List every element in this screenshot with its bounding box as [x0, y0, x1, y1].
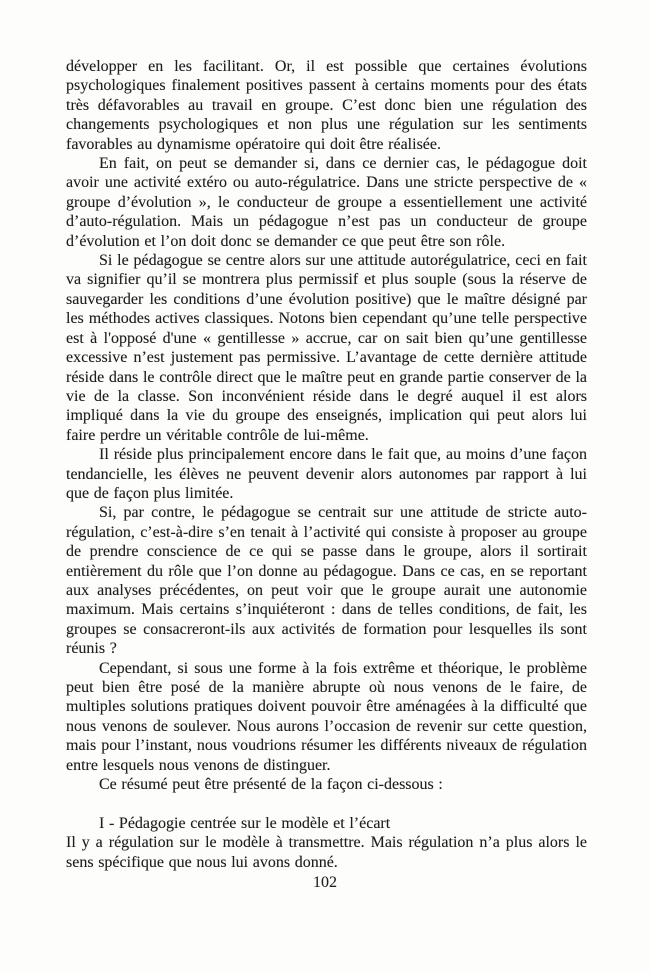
paragraph: Si, par contre, le pédagogue se centrait sur une attitude de stricte auto-régulation, c’est-à-dire s’en tenait à l’activité qui consiste à proposer au groupe de prendre conscience de ce qui se passe dans le groupe, alors il sortirait entièrement du rôle que l’on donne au pédagogue. Dans ce cas, en se reportant aux analyses précédentes, on peut voir que le groupe aurait une autonomie maximum. Mais certains s’inquiéteront : dans de telles conditions, de fait, les groupes se consacreront-ils aux activités de formation pour lesquelles ils sont réunis ? [66, 504, 587, 658]
section-body-paragraph: Il y a régulation sur le modèle à transmettre. Mais régulation n’a plus alors le sens spécifique que nous lui avons donné. [66, 834, 587, 871]
section-heading: I - Pédagogie centrée sur le modèle et l’écart [99, 814, 391, 832]
text-block [66, 57, 587, 872]
paragraph: Cependant, si sous une forme à la fois extrême et théorique, le problème peut bien être posé de la manière abrupte où nous venons de le faire, de multiples solutions pratiques doivent pouvoir être aménagées à la difficulté que nous venons de soulever. Nous aurons l’occasion de revenir sur cette question, mais pour l’instant, nous voudrions résumer les différents niveaux de régulation entre lesquels nous venons de distinguer. [66, 659, 587, 774]
summary-section [66, 814, 587, 872]
paragraph: développer en les facilitant. Or, il est possible que certaines évolutions psychologiques finalement positives passent à certains moments pour des états très défavorables au travail en groupe. C’est donc bien une régulation des changements psychologiques et non plus une régulation sur les sentiments favorables au dynamisme opératoire qui doit être réalisée. [66, 58, 587, 153]
paragraph: Il réside plus principalement encore dans le fait que, au moins d’une façon tendancielle, les élèves ne peuvent devenir alors autonomes par rapport à lui que de façon plus limitée. [66, 446, 587, 502]
paragraph: En fait, on peut se demander si, dans ce dernier cas, le pédagogue doit avoir une activité extéro ou auto-régulatrice. Dans une stricte perspective de « groupe d’évolution », le conducteur de groupe a essentiellement une activité d’auto-régulation. Mais un pédagogue n’est pas un conducteur de groupe d’évolution et l’on doit donc se demander ce que peut être son rôle. [66, 155, 587, 250]
paragraph: Ce résumé peut être présenté de la façon ci-dessous : [99, 776, 443, 794]
page-number: 102 [313, 874, 337, 891]
paragraph: Si le pédagogue se centre alors sur une attitude autorégulatrice, ceci en fait va signifier qu’il se montrera plus permissif et plus souple (sous la réserve de sauvegarder les conditions d’une évolution positive) que le maître désigné par les méthodes actives classiques. Notons bien cependant qu’une telle perspective est à l'opposé d'une « gentillesse » accrue, car on sait bien qu’une gentillesse excessive n’est justement pas permissive. L’avantage de cette dernière attitude réside dans le contrôle direct que le maître peut en grande partie conserver de la vie de la classe. Son inconvénient réside dans le degré auquel il est alors impliqué dans la vie du groupe des enseignés, implication qui peut alors lui faire perdre un véritable contrôle de lui-même. [66, 252, 587, 444]
